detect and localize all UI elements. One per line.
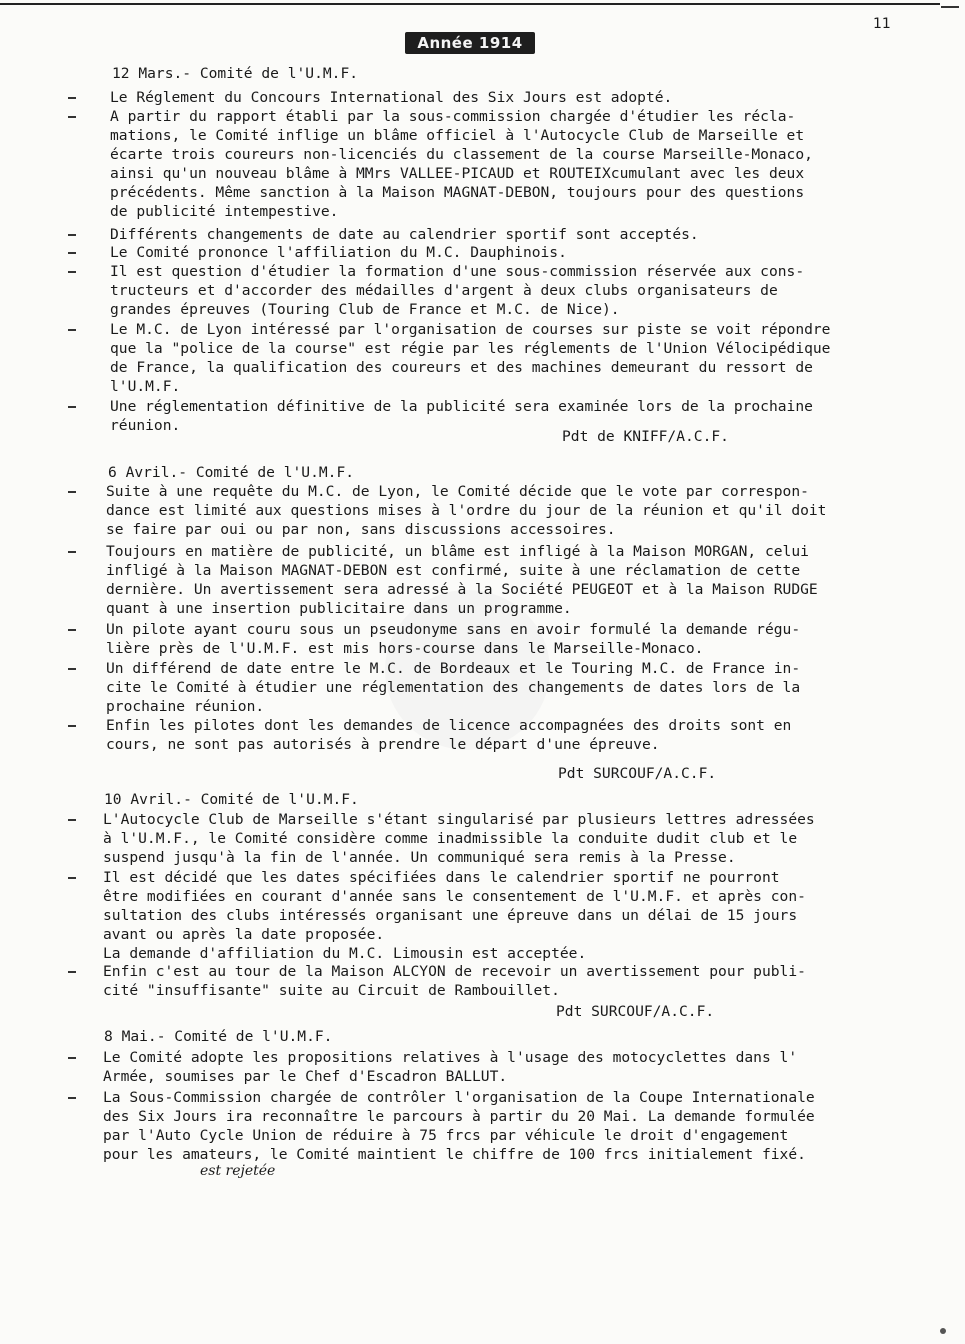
paragraph-line: infligé à la Maison MAGNAT-DEBON est confirmé, suite à une réclamation de cette <box>106 562 801 579</box>
paragraph-line: Il est décidé que les dates spécifiées dans le calendrier sportif ne pourront <box>103 869 780 886</box>
bullet-dash <box>68 1057 76 1059</box>
year-label: Année 1914 <box>405 32 535 54</box>
handwritten-annotation: est rejetée <box>200 1163 276 1179</box>
paragraph-line: Une réglementation définitive de la publicité sera examinée lors de la prochaine <box>110 398 813 415</box>
paragraph-line: Le Comité prononce l'affiliation du M.C. Dauphinois. <box>110 244 567 261</box>
paragraph-line: mations, le Comité inflige un blâme officiel à l'Autocycle Club de Marseille et <box>110 127 805 144</box>
paragraph-line: cours, ne sont pas autorisés à prendre le départ d'une épreuve. <box>106 736 660 753</box>
paragraph-line: La Sous-Commission chargée de contrôler l'organisation de la Coupe Internationale <box>103 1089 815 1106</box>
section-heading: 8 Mai.- Comité de l'U.M.F. <box>104 1028 333 1045</box>
bullet-dash <box>68 406 76 408</box>
paragraph-line: L'Autocycle Club de Marseille s'étant singularisé par plusieurs lettres adressées <box>103 811 815 828</box>
paragraph-line: par l'Auto Cycle Union de réduire à 75 frcs par véhicule le droit d'engagement <box>103 1127 789 1144</box>
paragraph-line: Toujours en matière de publicité, un blâme est infligé à la Maison MORGAN, celui <box>106 543 809 560</box>
bullet-dash <box>68 329 76 331</box>
bullet-dash <box>68 629 76 631</box>
paragraph-line: de publicité intempestive. <box>110 203 339 220</box>
paragraph-line: être modifiées en courant d'année sans le consentement de l'U.M.F. et après con- <box>103 888 806 905</box>
paragraph-line: écarte trois coureurs non-licenciés du classement de la course Marseille-Monaco, <box>110 146 813 163</box>
paragraph-line: cite le Comité à étudier une réglementation des changements de dates lors de la <box>106 679 801 696</box>
bullet-dash <box>68 971 76 973</box>
paragraph-line: Un pilote ayant couru sous un pseudonyme sans en avoir formulé la demande régu- <box>106 621 801 638</box>
section-heading: 6 Avril.- Comité de l'U.M.F. <box>108 464 355 481</box>
paragraph-line: Enfin les pilotes dont les demandes de licence accompagnées des droits sont en <box>106 717 792 734</box>
paragraph-line: Enfin c'est au tour de la Maison ALCYON de recevoir un avertissement pour publi- <box>103 963 806 980</box>
paragraph-line: grandes épreuves (Touring Club de France et M.C. de Nice). <box>110 301 620 318</box>
paragraph-line: précédents. Même sanction à la Maison MAGNAT-DEBON, toujours pour des questions <box>110 184 805 201</box>
paragraph-line: tructeurs et d'accorder des médailles d'argent à deux clubs organisateurs de <box>110 282 778 299</box>
paragraph-line: ainsi qu'un nouveau blâme à MMrs VALLEE-PICAUD et ROUTEIXcumulant avec les deux <box>110 165 805 182</box>
signature-line: Pdt SURCOUF/A.C.F. <box>558 765 717 782</box>
bullet-dash <box>68 491 76 493</box>
paragraph-line: que la "police de la course" est régie par les réglements de l'Union Vélocipédique <box>110 340 831 357</box>
bullet-dash <box>68 1097 76 1099</box>
paragraph-line: dance est limité aux questions mises à l'ordre du jour de la réunion et qu'il doit <box>106 502 827 519</box>
paragraph-line: avant ou après la date proposée. <box>103 926 385 943</box>
bullet-dash <box>68 877 76 879</box>
paragraph-line: Le Comité adopte les propositions relatives à l'usage des motocyclettes dans l' <box>103 1049 798 1066</box>
paragraph-line: de France, la qualification des coureurs et des machines demeurant du ressort de <box>110 359 813 376</box>
section-heading: 10 Avril.- Comité de l'U.M.F. <box>104 791 359 808</box>
bullet-dash <box>68 668 76 670</box>
bullet-dash <box>68 819 76 821</box>
paragraph-line: à l'U.M.F., le Comité considère comme inadmissible la conduite dudit club et le <box>103 830 798 847</box>
paragraph-line: dernière. Un avertissement sera adressé à la Société PEUGEOT et à la Maison RUDGE <box>106 581 818 598</box>
bullet-dash <box>68 551 76 553</box>
bullet-dash <box>68 97 76 99</box>
paragraph-line: l'U.M.F. <box>110 378 181 395</box>
paragraph-line: cité "insuffisante" suite au Circuit de Rambouillet. <box>103 982 560 999</box>
paragraph-line: se faire par oui ou par non, sans discussions accessoires. <box>106 521 616 538</box>
paragraph-line: réunion. <box>110 417 181 434</box>
bullet-dash <box>68 234 76 236</box>
paragraph-line: Le Réglement du Concours International des Six Jours est adopté. <box>110 89 673 106</box>
paragraph-line: Armée, soumises par le Chef d'Escadron BALLUT. <box>103 1068 508 1085</box>
paragraph-line: lière près de l'U.M.F. est mis hors-course dans le Marseille-Monaco. <box>106 640 704 657</box>
paragraph-line: suspend jusqu'à la fin de l'année. Un communiqué sera remis à la Presse. <box>103 849 736 866</box>
corner-dot <box>940 1328 946 1334</box>
paragraph-line: A partir du rapport établi par la sous-commission chargée d'étudier les récla- <box>110 108 796 125</box>
paragraph-line: des Six Jours ira reconnaître le parcours à partir du 20 Mai. La demande formulée <box>103 1108 815 1125</box>
signature-line: Pdt SURCOUF/A.C.F. <box>556 1003 715 1020</box>
bullet-dash <box>68 725 76 727</box>
paragraph-line: Il est question d'étudier la formation d'une sous-commission réservée aux cons- <box>110 263 805 280</box>
bullet-dash <box>68 271 76 273</box>
paragraph-line: Le M.C. de Lyon intéressé par l'organisation de courses sur piste se voit répondre <box>110 321 831 338</box>
paragraph-line: quant à une insertion publicitaire dans un programme. <box>106 600 572 617</box>
paragraph-line: Suite à une requête du M.C. de Lyon, le Comité décide que le vote par correspon- <box>106 483 809 500</box>
section-heading: 12 Mars.- Comité de l'U.M.F. <box>112 65 359 82</box>
paragraph-line: Différents changements de date au calendrier sportif sont acceptés. <box>110 226 699 243</box>
paragraph-line: Un différend de date entre le M.C. de Bordeaux et le Touring M.C. de France in- <box>106 660 801 677</box>
paragraph-line: pour les amateurs, le Comité maintient le chiffre de 100 frcs initialement fixé. <box>103 1146 806 1163</box>
bullet-dash <box>68 252 76 254</box>
signature-line: Pdt de KNIFF/A.C.F. <box>562 428 729 445</box>
bullet-dash <box>68 116 76 118</box>
paragraph-line: sultation des clubs intéressés organisant une épreuve dans un délai de 15 jours <box>103 907 798 924</box>
paragraph-line: prochaine réunion. <box>106 698 265 715</box>
paragraph-line: La demande d'affiliation du M.C. Limousin est acceptée. <box>103 945 587 962</box>
page-number: 11 <box>873 16 891 32</box>
